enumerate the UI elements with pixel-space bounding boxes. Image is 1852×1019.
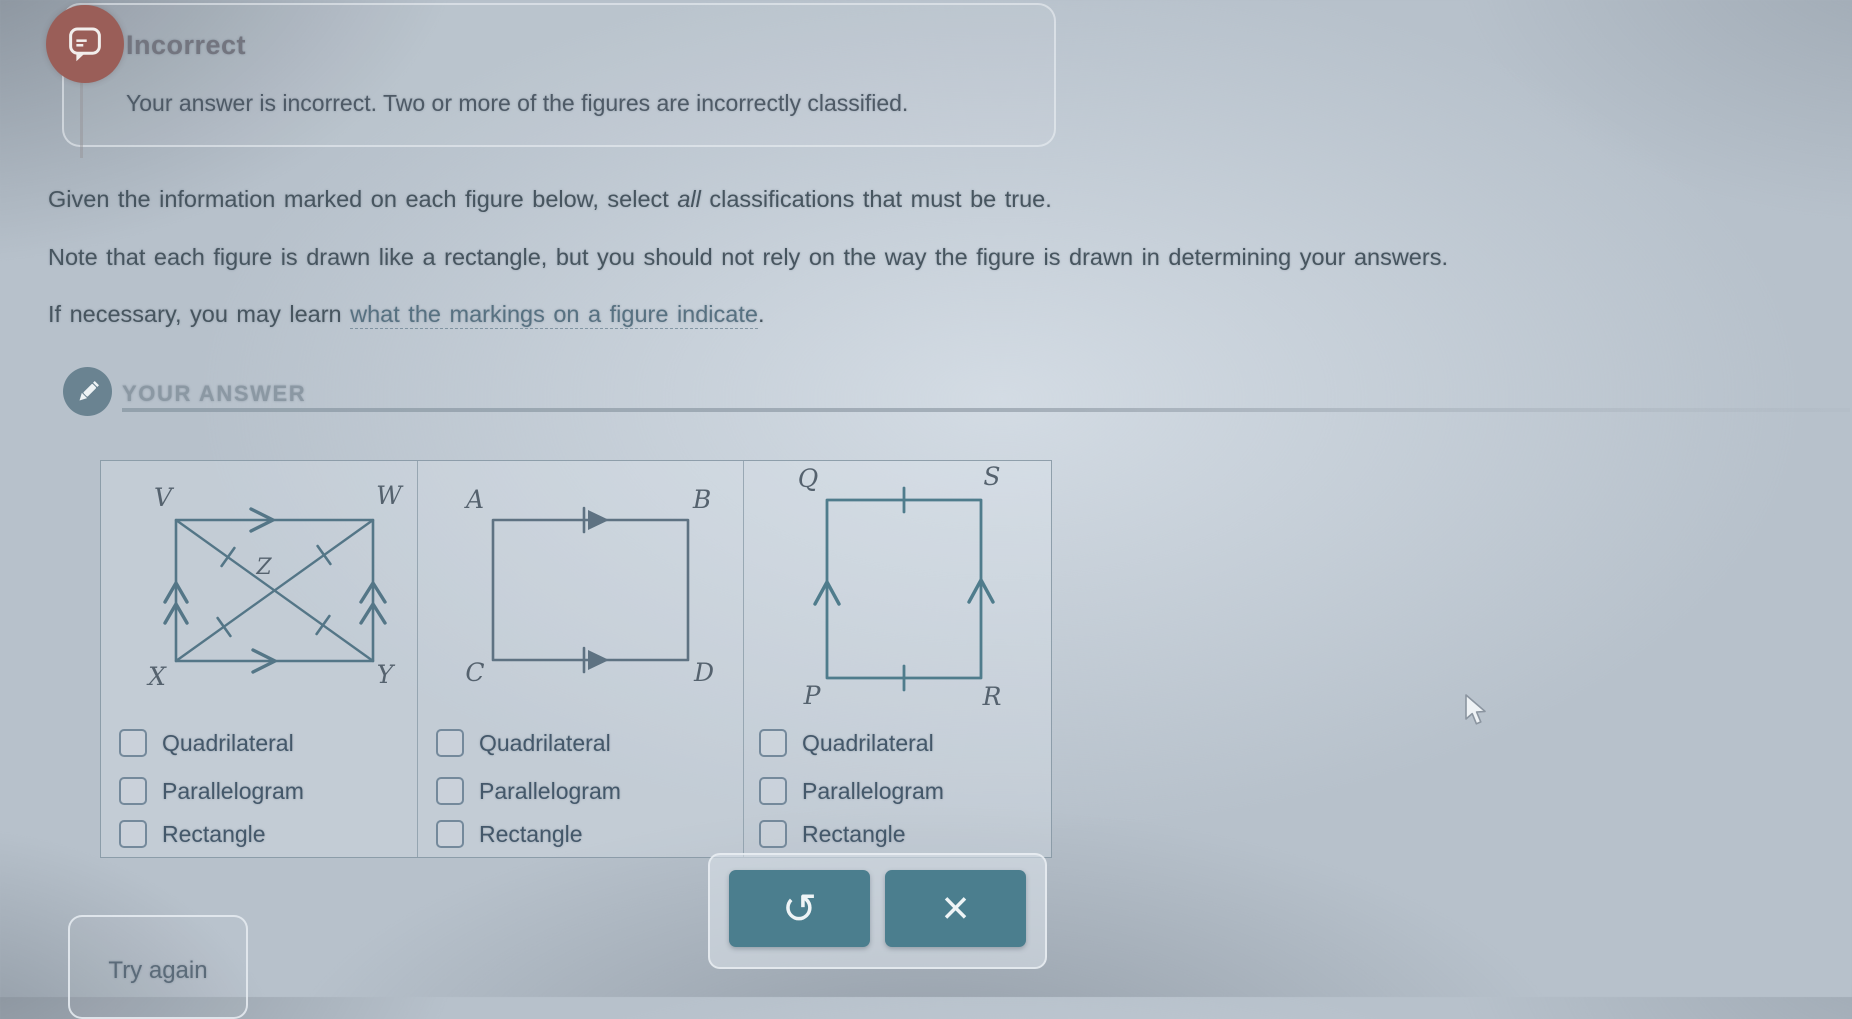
undo-button[interactable] xyxy=(729,870,870,947)
option-row[interactable] xyxy=(119,820,266,848)
right-double-arrow-1 xyxy=(361,583,385,602)
checkbox-label[interactable]: Rectangle xyxy=(162,820,266,847)
checkbox-parallelogram-fig2[interactable] xyxy=(436,777,464,805)
diagonal-tick xyxy=(317,616,330,634)
checkbox-parallelogram-fig3[interactable] xyxy=(759,777,787,805)
figure-QSPR xyxy=(798,462,1002,711)
figure-VWXY xyxy=(146,481,404,691)
left-parallel-arrow xyxy=(815,582,839,604)
option-row[interactable] xyxy=(759,820,906,848)
option-row[interactable] xyxy=(436,777,621,805)
option-row[interactable] xyxy=(436,820,583,848)
feedback-banner xyxy=(62,3,1056,147)
left-double-arrow-2 xyxy=(165,604,187,623)
undo-icon: ↺ xyxy=(781,885,818,932)
vertex-label: W xyxy=(376,481,402,510)
your-answer-pencil-icon xyxy=(63,367,112,416)
banner-tail xyxy=(80,83,83,158)
bottom-parallel-arrow xyxy=(253,650,275,672)
option-row[interactable] xyxy=(759,777,944,805)
feedback-message: Your answer is incorrect. Two or more of the figures are incorrectly classified. xyxy=(126,90,909,116)
instruction-1-suffix: classifications that must be true. xyxy=(700,186,1052,212)
checkbox-label[interactable]: Parallelogram xyxy=(802,777,944,804)
vertex-label: Q xyxy=(797,464,819,493)
vertex-label: A xyxy=(465,485,485,514)
right-parallel-arrow xyxy=(969,580,993,602)
left-double-arrow-1 xyxy=(165,583,187,602)
markings-help-link[interactable]: what the markings on a figure indicate xyxy=(350,301,758,327)
your-answer-heading: YOUR ANSWER xyxy=(122,381,307,406)
checkbox-label[interactable]: Quadrilateral xyxy=(802,729,934,756)
center-label: Z xyxy=(256,555,272,580)
x-mark-icon: × xyxy=(941,882,970,935)
option-row[interactable] xyxy=(119,729,294,757)
checkbox-label[interactable]: Rectangle xyxy=(479,820,583,847)
checkbox-quadrilateral-fig1[interactable] xyxy=(119,729,147,757)
vertex-label: Y xyxy=(376,660,394,689)
checkbox-label[interactable]: Rectangle xyxy=(802,820,906,847)
checkbox-rectangle-fig3[interactable] xyxy=(759,820,787,848)
answer-panel xyxy=(100,460,1052,858)
try-again-button[interactable]: Try again xyxy=(68,915,248,1019)
checkbox-rectangle-fig2[interactable] xyxy=(436,820,464,848)
instruction-line-2: Note that each figure is drawn like a rectangle, but you should not rely on the way the figure is drawn in determining your answers. xyxy=(48,244,1448,270)
checkbox-rectangle-fig1[interactable] xyxy=(119,820,147,848)
vertex-label: S xyxy=(983,462,1001,491)
instruction-line-1 xyxy=(48,186,1052,213)
top-parallel-arrow xyxy=(588,510,609,530)
vertex-label: X xyxy=(148,662,166,691)
column-divider-1 xyxy=(417,461,418,857)
vertex-label: B xyxy=(692,485,712,514)
your-answer-divider xyxy=(122,408,1850,412)
checkbox-label[interactable]: Quadrilateral xyxy=(162,729,294,756)
vertex-label: V xyxy=(153,483,173,512)
incorrect-chat-bubble-icon xyxy=(46,5,124,83)
diagonal-tick xyxy=(222,548,235,566)
option-row[interactable] xyxy=(436,729,611,757)
top-parallel-arrow xyxy=(251,509,273,531)
bottom-parallel-arrow xyxy=(588,650,609,670)
instruction-3-prefix: If necessary, you may learn xyxy=(48,301,351,327)
option-row[interactable] xyxy=(759,729,934,757)
mouse-cursor xyxy=(1464,694,1488,733)
vertex-label: D xyxy=(693,658,715,687)
instruction-1-emphasis: all xyxy=(677,186,701,212)
vertex-label: R xyxy=(982,682,1002,711)
checkbox-quadrilateral-fig3[interactable] xyxy=(759,729,787,757)
option-row[interactable] xyxy=(119,777,304,805)
diagonal-tick xyxy=(318,546,331,564)
figure-ABCD xyxy=(464,485,714,687)
checkbox-label[interactable]: Parallelogram xyxy=(162,777,304,804)
right-double-arrow-2 xyxy=(361,604,385,623)
instruction-1-prefix: Given the information marked on each figure below, select xyxy=(48,186,678,212)
clear-button[interactable] xyxy=(885,870,1026,947)
checkbox-quadrilateral-fig2[interactable] xyxy=(436,729,464,757)
answer-tools-panel xyxy=(708,853,1047,969)
instruction-3-suffix: . xyxy=(757,301,765,327)
vertex-label: P xyxy=(803,681,821,710)
vertex-label: C xyxy=(465,658,485,687)
column-divider-2 xyxy=(743,461,744,857)
checkbox-label[interactable]: Quadrilateral xyxy=(479,729,611,756)
pencil-icon xyxy=(73,377,103,407)
checkbox-label[interactable]: Parallelogram xyxy=(479,777,621,804)
chat-bubble-icon xyxy=(62,21,108,67)
diagonal-tick xyxy=(218,618,231,636)
instruction-line-3 xyxy=(48,301,764,328)
feedback-title: Incorrect xyxy=(126,30,247,60)
checkbox-parallelogram-fig1[interactable] xyxy=(119,777,147,805)
arrow-cursor-icon xyxy=(1464,694,1488,728)
